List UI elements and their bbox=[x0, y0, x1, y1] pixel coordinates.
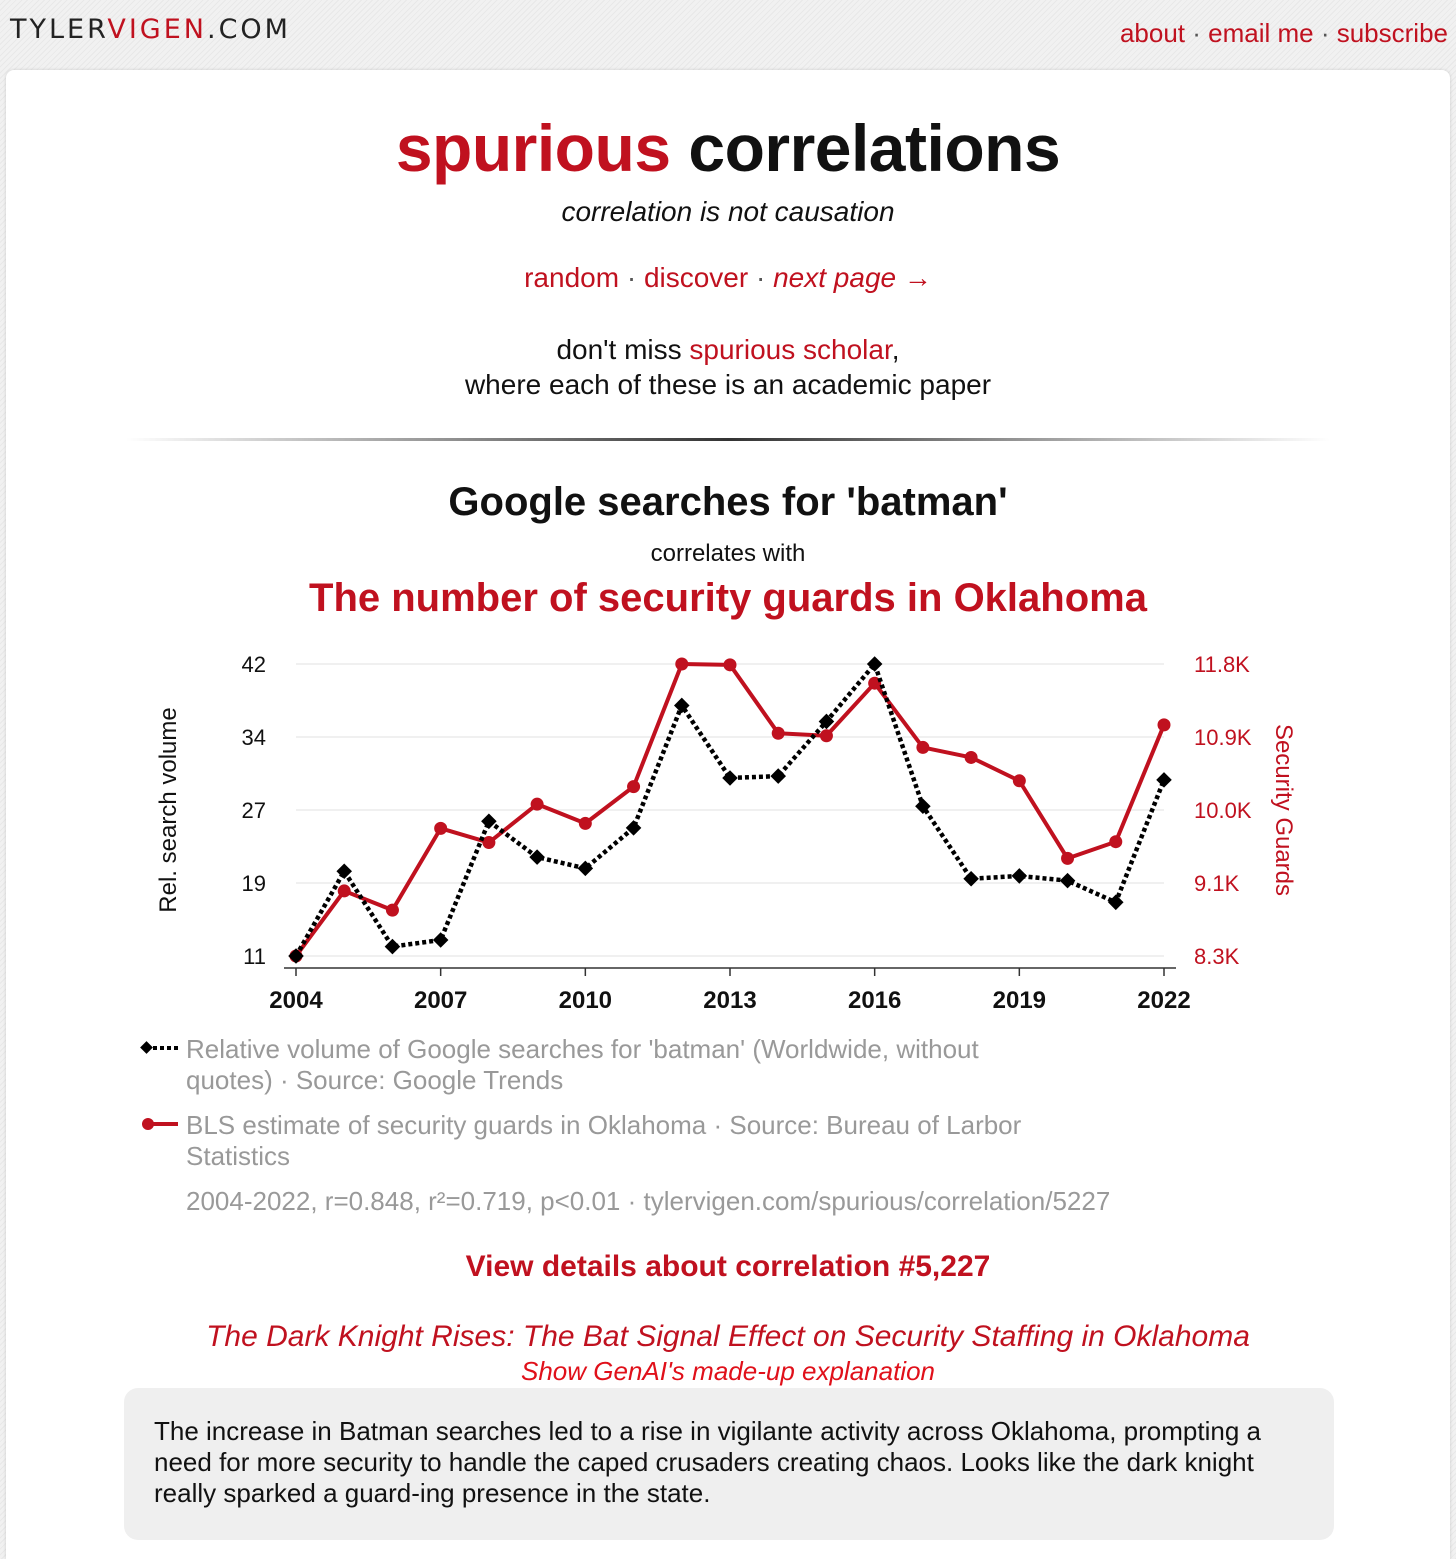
batman-searches-point bbox=[770, 768, 786, 784]
promo-after: , bbox=[891, 334, 900, 365]
logo-part3: .COM bbox=[207, 14, 291, 45]
red-circle-key-icon bbox=[140, 1116, 180, 1132]
discover-link[interactable]: discover bbox=[643, 262, 749, 293]
site-title-black: correlations bbox=[688, 111, 1061, 185]
security-guards-point bbox=[579, 817, 592, 830]
tagline: correlation is not causation bbox=[561, 196, 895, 227]
left-tick-label: 34 bbox=[241, 725, 266, 750]
x-tick-label: 2019 bbox=[992, 987, 1047, 1014]
view-details-link[interactable]: View details about correlation #5,227 bbox=[465, 1250, 991, 1283]
batman-searches-point bbox=[433, 932, 449, 948]
view-details bbox=[6, 1250, 1450, 1284]
batman-searches-point bbox=[867, 656, 883, 672]
security-guards-point bbox=[627, 780, 640, 793]
chart-subtitle: The number of security guards in Oklahoma bbox=[309, 576, 1147, 620]
security-guards-point bbox=[675, 658, 688, 671]
right-tick-label: 11.8K bbox=[1194, 652, 1250, 677]
separator: · bbox=[1185, 18, 1209, 48]
chart-title: Google searches for 'batman' bbox=[448, 480, 1008, 524]
security-guards-point bbox=[1013, 774, 1026, 787]
promo-text bbox=[6, 332, 1450, 402]
right-tick-label: 10.9K bbox=[1194, 725, 1252, 750]
security-guards-point bbox=[724, 658, 737, 671]
legend-label-batman: Relative volume of Google searches for 'batman' (Worldwide, without quotes) · Source: Google Trends bbox=[186, 1034, 979, 1095]
legend-label-security-guards: BLS estimate of security guards in Oklahoma · Source: Bureau of Larbor Statistics bbox=[186, 1110, 1022, 1171]
security-guards-point bbox=[1158, 718, 1171, 731]
left-axis-title: Rel. search volume bbox=[155, 707, 182, 913]
site-logo[interactable] bbox=[10, 14, 291, 45]
dotted-diamond-key-icon bbox=[140, 1040, 180, 1056]
correlation-chart bbox=[136, 644, 1297, 1024]
batman-searches-point bbox=[1060, 873, 1076, 889]
x-tick-label: 2010 bbox=[558, 987, 613, 1014]
security-guards-point bbox=[1109, 835, 1122, 848]
right-tick-label: 10.0K bbox=[1194, 798, 1252, 823]
x-tick-label: 2016 bbox=[847, 987, 902, 1014]
security-guards-point bbox=[772, 727, 785, 740]
promo-line2: where each of these is an academic paper bbox=[464, 369, 992, 400]
batman-searches-point bbox=[722, 770, 738, 786]
batman-searches-point bbox=[963, 871, 979, 887]
correlation-stats: 2004-2022, r=0.848, r²=0.719, p<0.01 · tylervigen.com/spurious/correlation/5227 bbox=[186, 1186, 1111, 1216]
top-bar bbox=[0, 0, 1456, 70]
security-guards-point bbox=[434, 822, 447, 835]
random-link[interactable]: random bbox=[524, 262, 620, 293]
subscribe-link[interactable]: subscribe bbox=[1336, 18, 1448, 48]
genai-toggle[interactable]: Show GenAI's made-up explanation bbox=[521, 1356, 935, 1386]
security-guards-point bbox=[386, 904, 399, 917]
batman-searches-point bbox=[1108, 895, 1124, 911]
correlates-with-label: correlates with bbox=[650, 540, 806, 567]
top-links bbox=[1120, 18, 1448, 49]
legend-item-security-guards bbox=[140, 1110, 1060, 1174]
x-tick-label: 2013 bbox=[703, 987, 757, 1014]
legend-item-batman bbox=[140, 1034, 1060, 1098]
left-tick-label: 19 bbox=[241, 871, 266, 896]
divider bbox=[126, 438, 1330, 441]
email-me-link[interactable]: email me bbox=[1208, 18, 1314, 48]
main-nav: random · discover · next page → bbox=[524, 262, 932, 293]
left-tick-label: 42 bbox=[241, 652, 266, 677]
security-guards-point bbox=[965, 751, 978, 764]
right-tick-label: 9.1K bbox=[1194, 871, 1240, 896]
x-tick-label: 2007 bbox=[413, 987, 468, 1014]
batman-searches-point bbox=[385, 939, 401, 955]
batman-searches-point bbox=[1156, 772, 1172, 788]
logo-part2: VIGEN bbox=[107, 14, 207, 45]
about-link[interactable]: about bbox=[1119, 18, 1186, 48]
right-tick-label: 8.3K bbox=[1194, 944, 1240, 969]
promo-before: don't miss bbox=[556, 334, 690, 365]
batman-searches-point bbox=[578, 861, 594, 877]
security-guards-point bbox=[531, 798, 544, 811]
site-title-red: spurious bbox=[395, 111, 671, 185]
next-page-link[interactable]: next page → bbox=[773, 262, 932, 293]
batman-searches-point bbox=[1012, 868, 1028, 884]
security-guards-point bbox=[916, 741, 929, 754]
paper-title[interactable]: The Dark Knight Rises: The Bat Signal Effect on Security Staffing in Oklahoma bbox=[206, 1320, 1250, 1353]
left-tick-label: 11 bbox=[243, 944, 266, 969]
security-guards-point bbox=[338, 884, 351, 897]
explanation-text: The increase in Batman searches led to a rise in vigilante activity across Oklahoma, prompting a need for more security to handle the caped crusaders creating chaos. Looks like the dark knight really sparked a guard-ing presence in the state. bbox=[154, 1416, 1261, 1508]
x-tick-label: 2022 bbox=[1137, 987, 1191, 1014]
x-tick-label: 2004 bbox=[269, 987, 323, 1014]
logo-part1: TYLER bbox=[10, 14, 108, 45]
content-card bbox=[6, 70, 1450, 1559]
explanation-box bbox=[124, 1388, 1334, 1540]
separator: · bbox=[1313, 18, 1337, 48]
right-axis-title: Security Guards bbox=[1270, 723, 1297, 897]
security-guards-point bbox=[1061, 852, 1074, 865]
left-tick-label: 27 bbox=[241, 798, 266, 823]
security-guards-point bbox=[820, 729, 833, 742]
site-title bbox=[6, 110, 1450, 186]
spurious-scholar-link[interactable]: spurious scholar bbox=[689, 334, 892, 365]
